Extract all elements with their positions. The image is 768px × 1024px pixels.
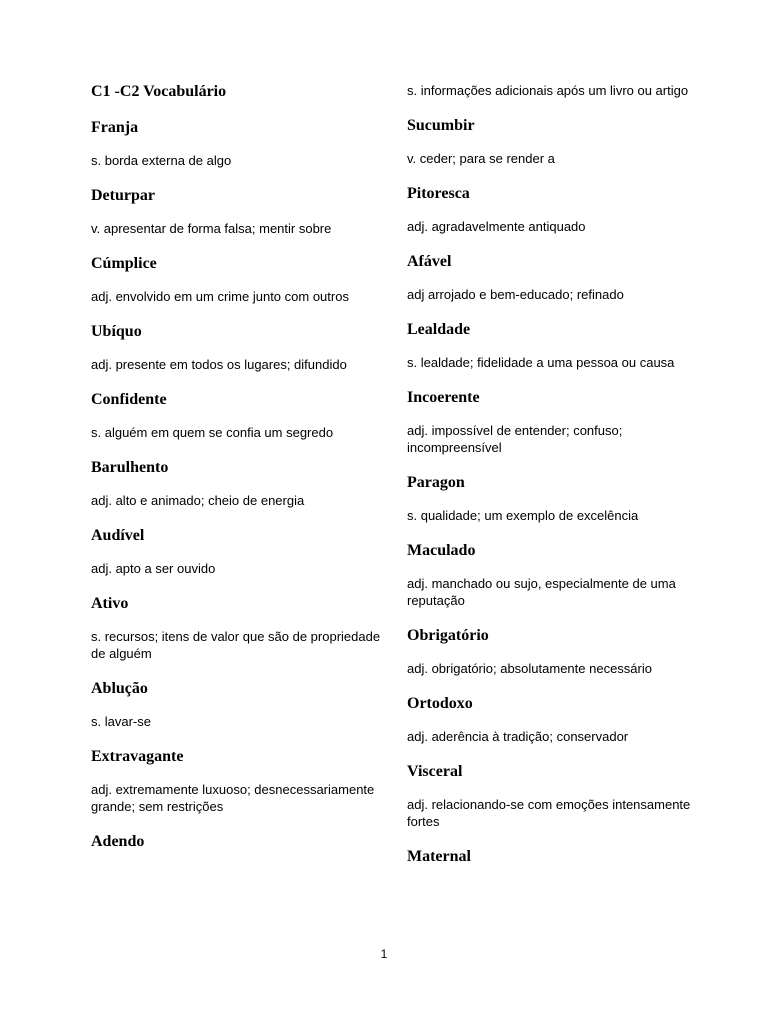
vocab-term: Maculado [407, 542, 476, 559]
left-column [91, 82, 381, 866]
vocab-entry [407, 252, 697, 303]
vocab-entry [407, 762, 697, 830]
vocab-definition: s. lealdade; fidelidade a uma pessoa ou causa [407, 355, 675, 370]
vocab-term: Paragon [407, 474, 465, 491]
vocab-entry [407, 626, 697, 677]
vocab-entry [91, 322, 381, 373]
vocab-term: Cúmplice [91, 255, 157, 272]
vocab-definition: v. ceder; para se render a [407, 151, 555, 166]
vocab-definition: adj. obrigatório; absolutamente necessário [407, 661, 652, 676]
vocab-term: Pitoresca [407, 185, 470, 202]
vocab-term: Afável [407, 253, 452, 270]
vocab-entry [407, 541, 697, 609]
vocab-entry [91, 679, 381, 730]
vocab-term: Sucumbir [407, 117, 475, 134]
vocab-definition: adj. envolvido em um crime junto com outros [91, 289, 349, 304]
vocab-term: Maternal [407, 848, 471, 865]
vocab-entry [407, 184, 697, 235]
vocab-term: Adendo [91, 833, 145, 850]
vocab-definition-continued: s. informações adicionais após um livro ou artigo [407, 83, 689, 98]
vocab-entry [91, 832, 381, 852]
vocab-entry [407, 320, 697, 371]
vocab-term: Deturpar [91, 187, 155, 204]
vocab-entry [91, 254, 381, 305]
vocab-entry [407, 473, 697, 524]
vocab-term: Ativo [91, 595, 129, 612]
vocab-entry [91, 747, 381, 815]
vocab-term: Confidente [91, 391, 167, 408]
vocab-definition: v. apresentar de forma falsa; mentir sobre [91, 221, 332, 236]
vocab-entry [91, 526, 381, 577]
vocab-term: Barulhento [91, 459, 169, 476]
vocab-definition: s. recursos; itens de valor que são de propriedade de alguém [91, 629, 381, 661]
vocab-definition: s. lavar-se [91, 714, 151, 729]
vocab-entry [407, 847, 697, 867]
vocab-entry [91, 390, 381, 441]
vocab-entry [91, 186, 381, 237]
vocab-definition: adj. aderência à tradição; conservador [407, 729, 629, 744]
vocab-entry [91, 118, 381, 169]
vocab-definition: adj. apto a ser ouvido [91, 561, 216, 576]
vocab-entry [407, 116, 697, 167]
vocab-definition: s. qualidade; um exemplo de excelência [407, 508, 639, 523]
vocab-term: Ablução [91, 680, 148, 697]
vocab-term: Extravagante [91, 748, 184, 765]
vocab-term: Visceral [407, 763, 463, 780]
page-title: C1 -C2 Vocabulário [91, 83, 227, 100]
vocab-definition: s. alguém em quem se confia um segredo [91, 425, 334, 440]
vocab-term: Audível [91, 527, 145, 544]
vocab-definition: adj. presente em todos os lugares; difundido [91, 357, 347, 372]
vocab-definition: adj. impossível de entender; confuso; incompreensível [407, 423, 623, 455]
page-number: 1 [380, 947, 388, 961]
vocab-term: Ubíquo [91, 323, 142, 340]
right-column [407, 82, 697, 881]
vocab-term: Ortodoxo [407, 695, 473, 712]
vocab-definition: adj. manchado ou sujo, especialmente de uma reputação [407, 576, 676, 608]
vocab-entry [407, 388, 697, 456]
vocab-entry [91, 458, 381, 509]
vocab-definition: adj. extremamente luxuoso; desnecessariamente grande; sem restrições [91, 782, 375, 814]
vocab-definition: adj. agradavelmente antiquado [407, 219, 586, 234]
vocab-definition: adj. alto e animado; cheio de energia [91, 493, 305, 508]
vocab-entry [407, 694, 697, 745]
vocab-term: Obrigatório [407, 627, 489, 644]
vocab-entry [91, 594, 381, 662]
vocab-term: Incoerente [407, 389, 480, 406]
vocab-definition: s. borda externa de algo [91, 153, 232, 168]
vocab-definition: adj. relacionando-se com emoções intensamente fortes [407, 797, 691, 829]
vocab-term: Franja [91, 119, 139, 136]
vocab-definition: adj arrojado e bem-educado; refinado [407, 287, 624, 302]
vocab-term: Lealdade [407, 321, 471, 338]
